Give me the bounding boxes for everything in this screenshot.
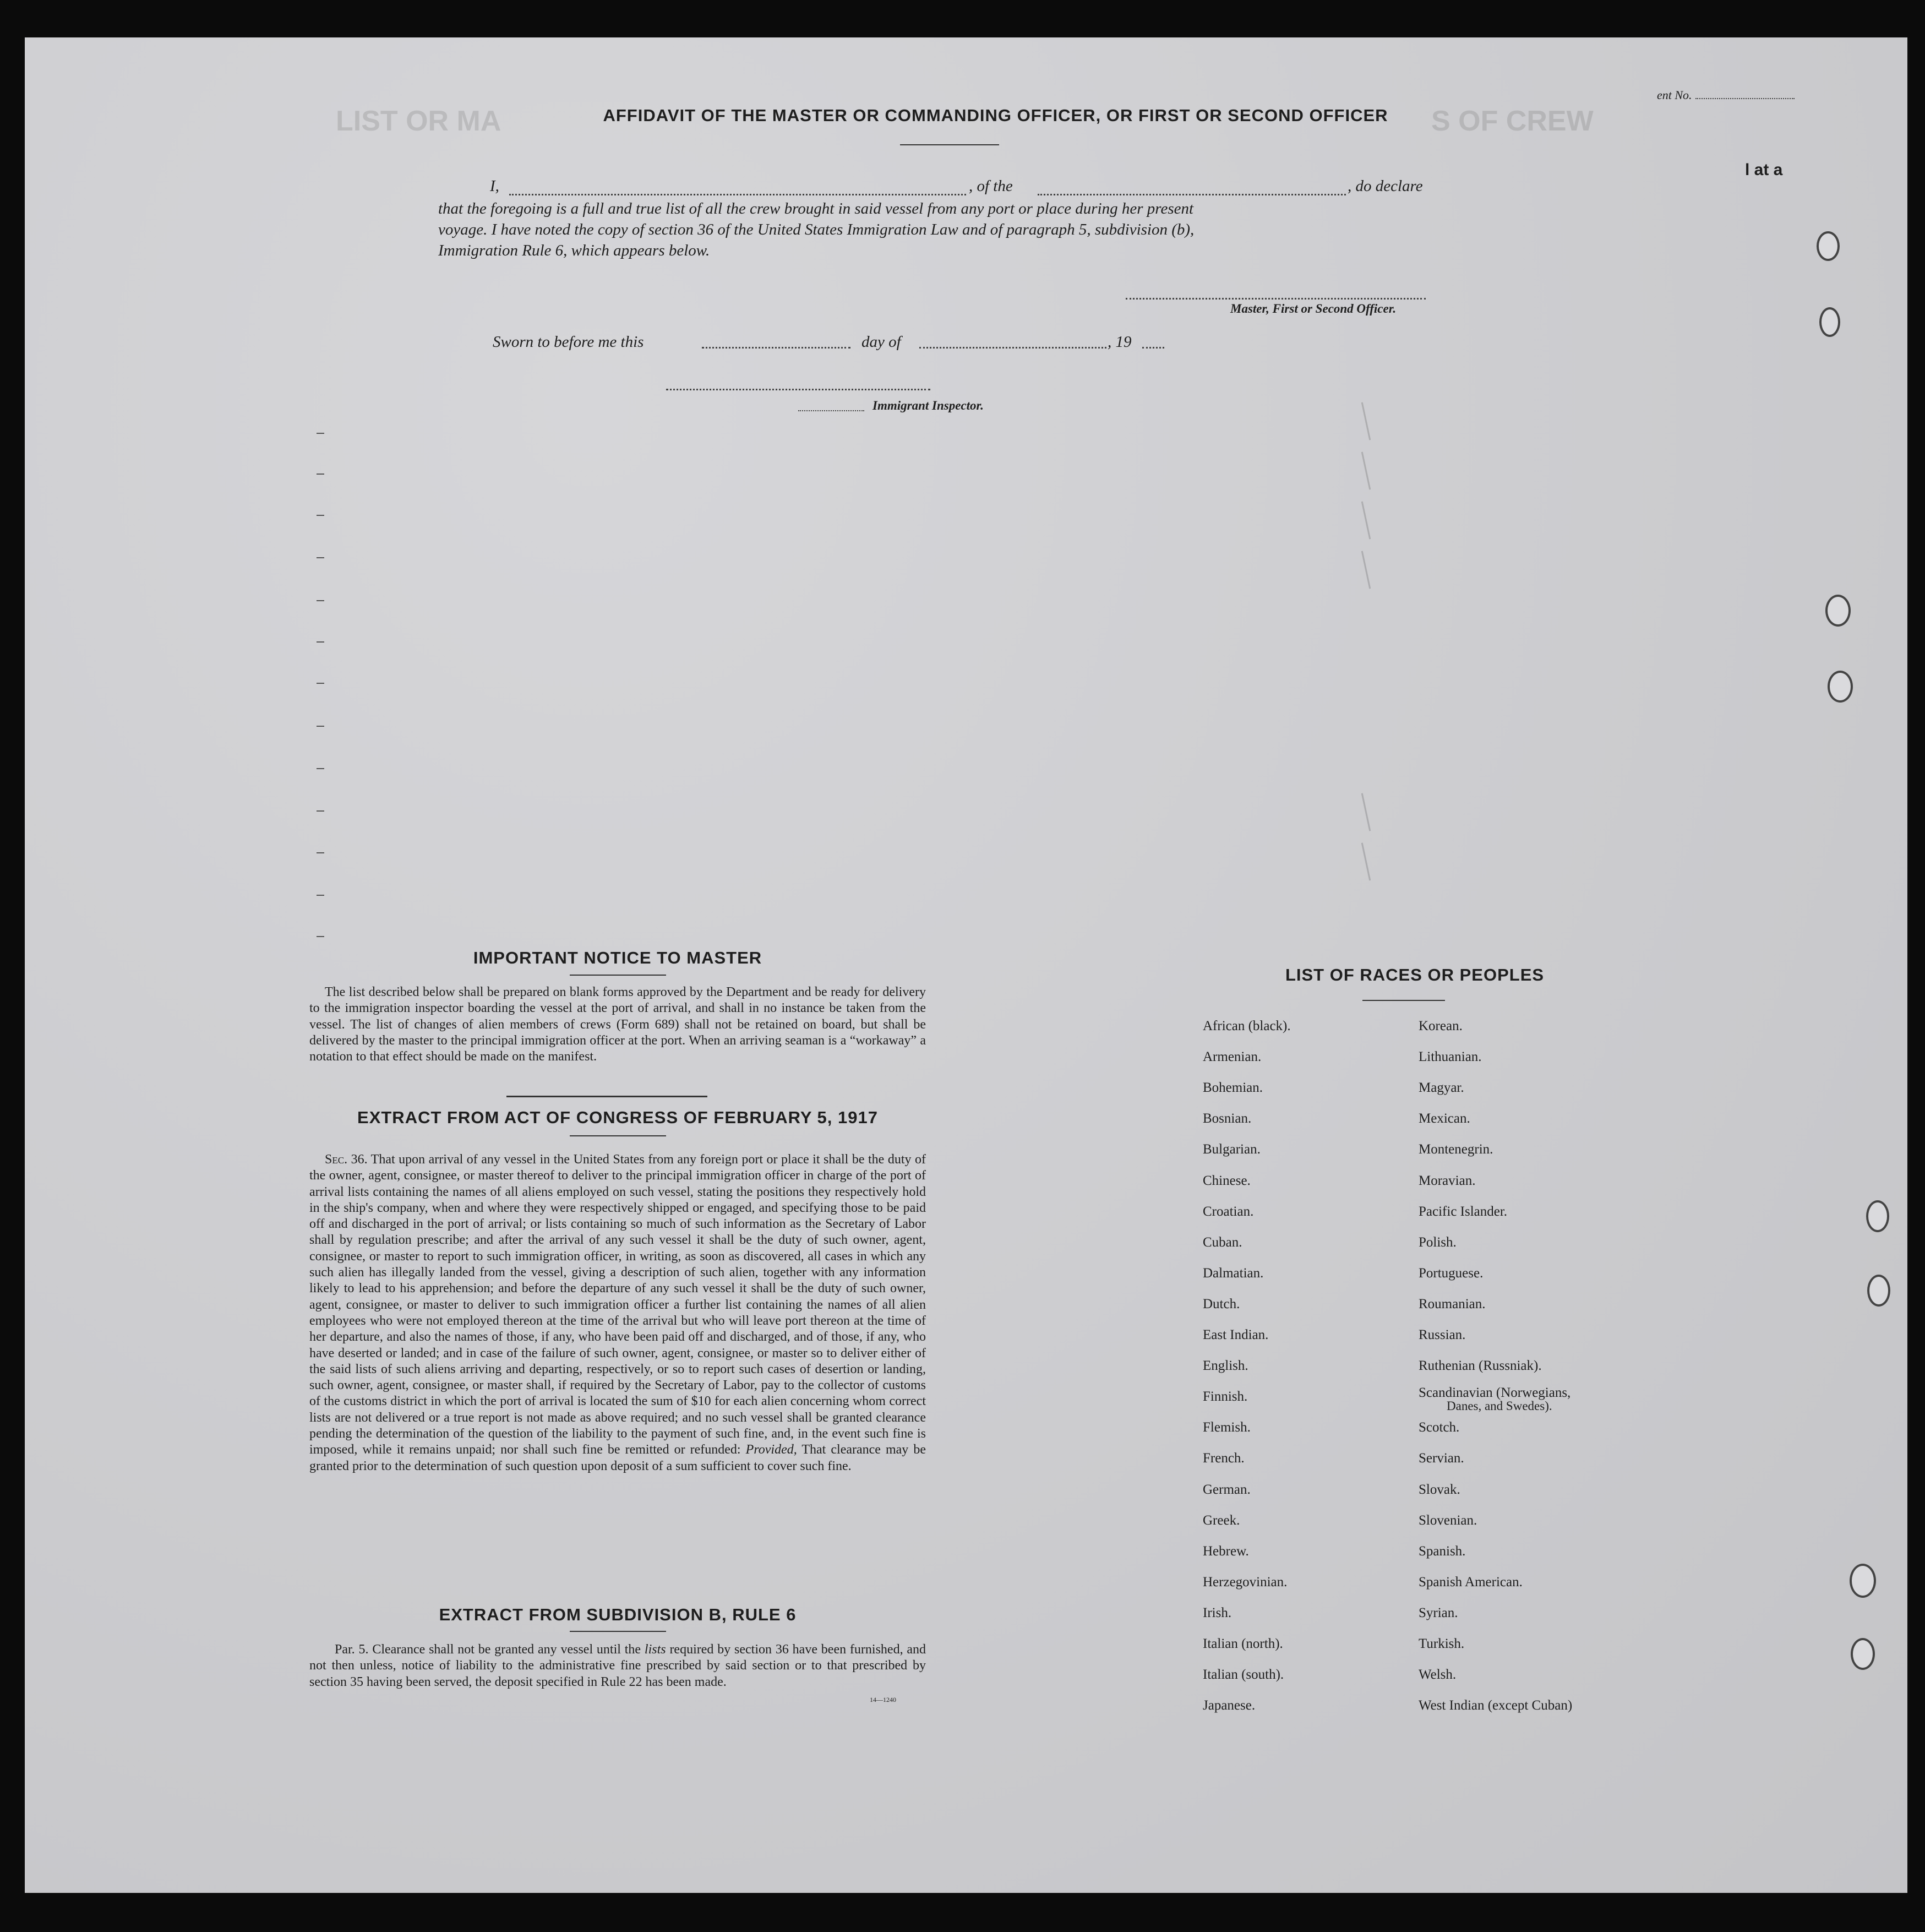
vessel-blank — [1038, 194, 1346, 195]
act-text — [309, 1152, 926, 1474]
race-item: Italian (north). — [1203, 1636, 1283, 1651]
race-item: Bohemian. — [1203, 1080, 1263, 1096]
race-item: Servian. — [1419, 1451, 1464, 1466]
master-label: Master, First or Second Officer. — [1230, 302, 1397, 315]
binder-hole — [1819, 307, 1840, 337]
race-item: African (black). — [1203, 1019, 1291, 1033]
race-item: Montenegrin. — [1419, 1142, 1493, 1157]
bleed-through-left-header: LIST OR MA — [336, 105, 501, 137]
race-item: West Indian (except Cuban) — [1419, 1698, 1573, 1713]
act-sec-label: Sec. 36. — [325, 1152, 368, 1167]
race-item: Cuban. — [1203, 1234, 1242, 1250]
race-item: Italian (south). — [1203, 1667, 1284, 1683]
race-item: Lithuanian. — [1419, 1049, 1482, 1065]
race-item: Korean. — [1419, 1019, 1463, 1033]
race-item: Roumanian. — [1419, 1296, 1486, 1311]
races-title: LIST OF RACES OR PEOPLES — [1285, 965, 1545, 984]
race-item: Japanese. — [1203, 1698, 1256, 1713]
races-rule — [1362, 1000, 1445, 1001]
race-item: Spanish. — [1419, 1543, 1466, 1559]
race-item: Spanish American. — [1419, 1574, 1523, 1590]
binder-hole — [1828, 671, 1853, 703]
race-item: Scotch. — [1419, 1420, 1460, 1435]
binder-hole — [1867, 1275, 1890, 1307]
race-item: Scandinavian (Norwegians, — [1419, 1385, 1571, 1401]
inspector-signature-line — [666, 389, 930, 390]
rule-text-b: required by section 36 have been furnished, and not then unless, notice of liability to the administrative fine prescribed by said section or to that prescribed by section 35 having been served, the deposit specified in Rule 22 has been made. — [309, 1642, 926, 1689]
binder-hole — [1817, 231, 1840, 261]
name-blank — [509, 194, 966, 195]
race-item: Flemish. — [1203, 1420, 1251, 1435]
act-title: EXTRACT FROM ACT OF CONGRESS OF FEBRUARY 5, 1917 — [357, 1108, 878, 1127]
affidavit-body — [438, 198, 1473, 261]
affidavit-line-2: voyage. I have noted the copy of section 36 of the United States Immigration Law and of paragraph 5, subdivision (b), — [438, 221, 1195, 238]
inspector-prefix-line — [798, 410, 864, 411]
affidavit-line-3: Immigration Rule 6, which appears below. — [438, 242, 710, 259]
race-item: Pacific Islander. — [1419, 1204, 1508, 1219]
race-item: Dutch. — [1203, 1296, 1240, 1311]
race-item: Magyar. — [1419, 1080, 1464, 1096]
race-item: Moravian. — [1419, 1173, 1476, 1188]
race-item: Irish. — [1203, 1605, 1232, 1620]
race-item: Russian. — [1419, 1327, 1466, 1342]
act-text-a: That upon arrival of any vessel in the United States from any foreign port or place it shall be the duty of the owner, agent, consignee, or master thereof to deliver to the principal immigration officer in charge of the port of arrival lists containing the names of all aliens employed on such vessel, stating the positions they respectively hold in the ship's company, when and where they were respectively shipped or engaged, and specifying those to be paid off and discharged in the port of arrival; or lists containing so much of such information as the Secretary of Labor shall by regulation prescribe; and after the arrival of any such vessel it shall be the duty of such owner, agent, consignee, or master to report to such immigration officer, in writing, as soon as discovered, all cases in which any such alien has illegally landed from the vessel, giving a description of such alien, together with any information likely to lead to his apprehension; and before the departure of any such vessel it shall be the duty of such owner, agent, consignee, or master to deliver to such immigration officer a further list containing the names of all alien employees who were not employed thereon at the time of the arrival but who will leave port thereon at the time of her departure, and also the names of those, if any, who have been paid off and discharged, and of those, if any, who have deserted or landed; and in case of the failure of such owner, agent, consignee, or master so to deliver either of the said lists of such aliens arriving and departing, respectively, or so to report such cases of desertion or landing, such owner, agent, consignee, or master shall, if required by the Secretary of Labor, pay to the collector of customs of the customs district in which the port of arrival is located the sum of $10 for each alien concerning whom correct lists are not delivered or a true report is not made as above required; and no such vessel shall be granted clearance pending the determination of the question of the liability to the payment of such fine, and, in the event such fine is imposed, while it remains unpaid; nor shall such fine be remitted or refunded: — [309, 1152, 926, 1457]
binder-hole — [1825, 595, 1851, 627]
race-item: Syrian. — [1419, 1605, 1458, 1620]
race-item: Bulgarian. — [1203, 1142, 1261, 1157]
race-item: English. — [1203, 1358, 1248, 1374]
master-signature-line — [1126, 298, 1426, 300]
race-item: Polish. — [1419, 1234, 1457, 1250]
race-item: Greek. — [1203, 1512, 1240, 1528]
form-number-line — [1695, 98, 1795, 99]
bleed-through-fragment: l at a — [1745, 161, 1783, 179]
form-code: 14—1240 — [870, 1696, 896, 1704]
sworn-label: Sworn to before me this — [493, 333, 644, 351]
race-item: Finnish. — [1203, 1389, 1248, 1405]
rule-rule — [570, 1631, 666, 1632]
affidavit-line-1: that the foregoing is a full and true list of all the crew brought in said vessel from any port or place during her present — [438, 200, 1194, 217]
affidavit-do-declare: , do declare — [1348, 177, 1423, 195]
race-item: Croatian. — [1203, 1204, 1254, 1219]
rule-title: EXTRACT FROM SUBDIVISION B, RULE 6 — [439, 1605, 797, 1624]
rule-par-label: Par. 5. — [335, 1642, 369, 1657]
rule-text — [309, 1642, 926, 1690]
bleed-through-right-header: S OF CREW — [1431, 105, 1594, 137]
affidavit-of-the: , of the — [969, 177, 1013, 195]
notice-text: The list described below shall be prepared on blank forms approved by the Department and be ready for delivery to the immigration inspector boarding the vessel at the port of arrival, and shall in no instance be taken from the vessel. The list of changes of alien members of crews (Form 689) shall not be retained on board, but shall be delivered by the master to the principal immigration officer at the port. When an arriving seaman is a “workaway” a notation to that effect should be made on the manifest. — [309, 985, 926, 1064]
act-provided: Provided, — [745, 1443, 797, 1457]
race-item: Bosnian. — [1203, 1111, 1252, 1126]
race-item: German. — [1203, 1482, 1251, 1497]
year-label: , 19 — [1108, 333, 1132, 351]
affidavit-title: AFFIDAVIT OF THE MASTER OR COMMANDING OFFICER, OR FIRST OR SECOND OFFICER — [603, 106, 1388, 125]
binder-hole — [1851, 1638, 1875, 1670]
rule-text-a: Clearance shall not be granted any vessel until the — [372, 1642, 641, 1657]
act-rule — [570, 1135, 666, 1136]
form-number-label: ent No. — [1657, 88, 1692, 102]
rule-lists: lists — [644, 1642, 666, 1657]
notice-separator — [506, 1096, 707, 1097]
affidavit-i: I, — [490, 177, 499, 195]
day-of-label: day of — [861, 333, 901, 351]
race-item: Portuguese. — [1419, 1265, 1484, 1281]
race-item-continuation: Danes, and Swedes). — [1447, 1399, 1552, 1413]
race-item: French. — [1203, 1451, 1245, 1466]
act-text-b: That clearance may be granted prior to the determination of such question upon deposit of a sum sufficient to cover such fine. — [309, 1443, 926, 1473]
race-item: Welsh. — [1419, 1667, 1457, 1683]
race-item: Dalmatian. — [1203, 1265, 1264, 1281]
binder-hole — [1850, 1564, 1876, 1598]
document-page — [25, 37, 1907, 1893]
race-item: Armenian. — [1203, 1049, 1262, 1065]
day-blank — [702, 347, 850, 349]
race-item: Mexican. — [1419, 1111, 1470, 1126]
race-item: Chinese. — [1203, 1173, 1251, 1188]
race-item: Slovak. — [1419, 1482, 1460, 1497]
title-rule — [900, 144, 999, 145]
race-item: Ruthenian (Russniak). — [1419, 1358, 1542, 1374]
notice-rule — [570, 975, 666, 976]
race-item: East Indian. — [1203, 1327, 1269, 1342]
binder-hole — [1866, 1200, 1889, 1232]
notice-title: IMPORTANT NOTICE TO MASTER — [473, 948, 762, 967]
year-blank — [1142, 347, 1164, 349]
race-item: Herzegovinian. — [1203, 1574, 1288, 1590]
inspector-label: Immigrant Inspector. — [872, 399, 984, 412]
month-blank — [919, 347, 1106, 349]
race-item: Slovenian. — [1419, 1512, 1477, 1528]
race-item: Turkish. — [1419, 1636, 1465, 1651]
race-item: Hebrew. — [1203, 1543, 1249, 1559]
